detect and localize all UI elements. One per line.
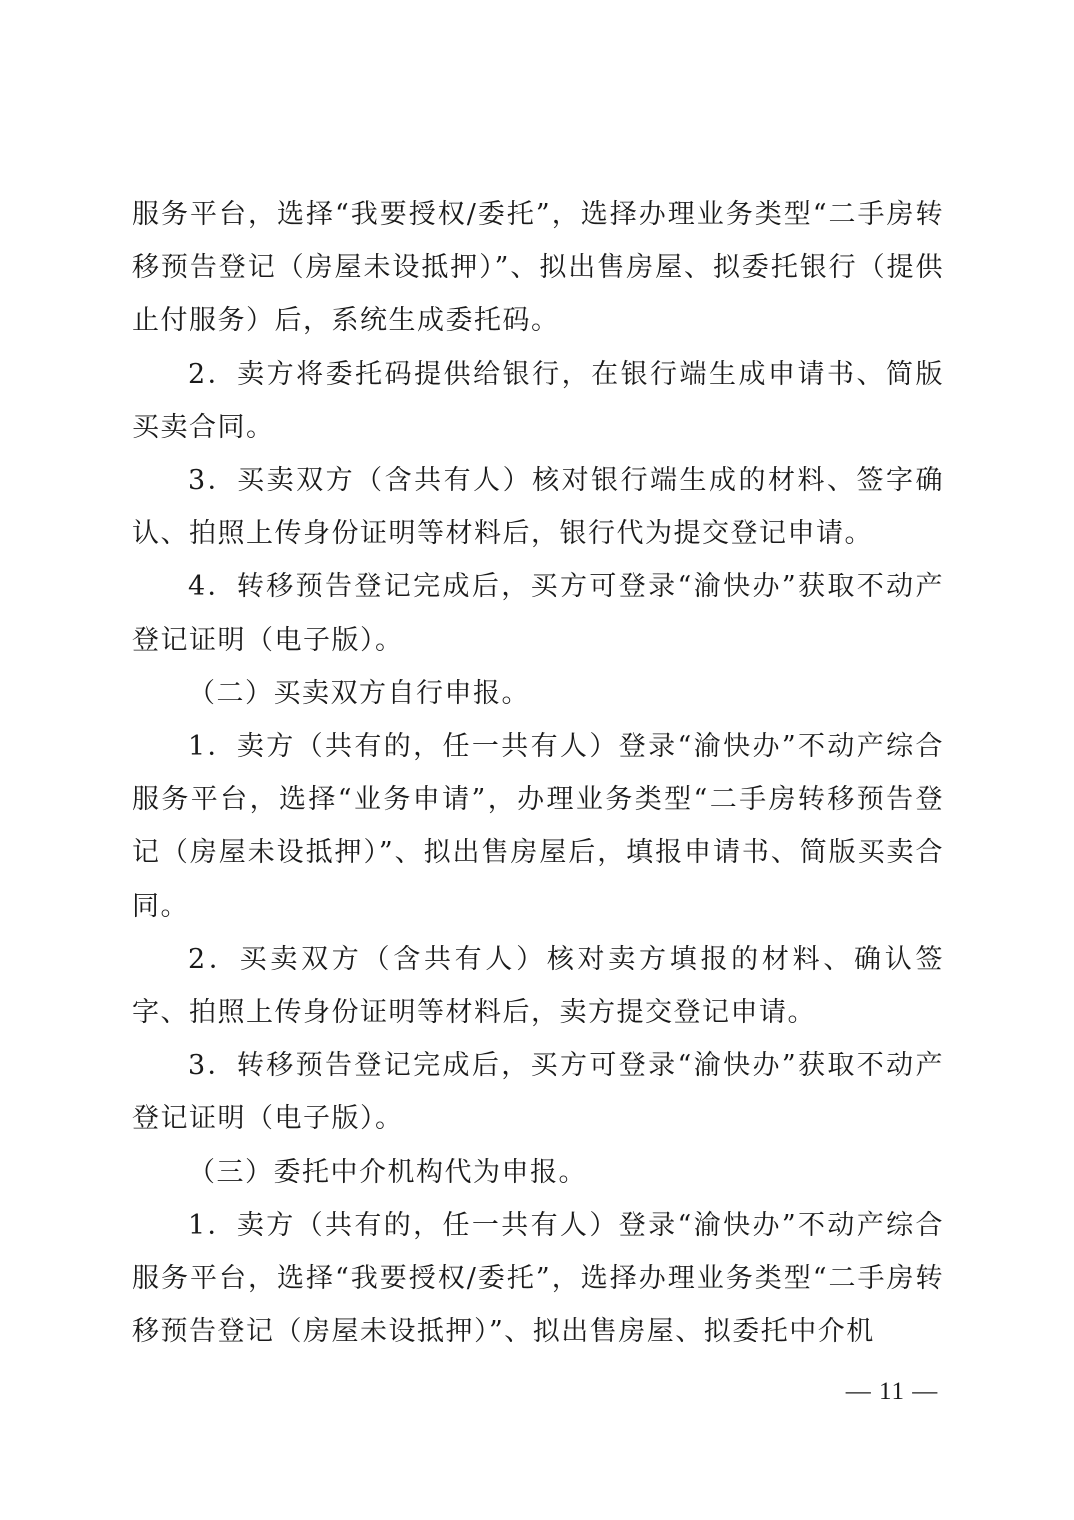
section-heading: （三）委托中介机构代为申报。 — [188, 1156, 587, 1188]
document-body — [132, 188, 944, 1358]
section-heading: （二）买卖双方自行申报。 — [188, 677, 530, 709]
list-item: 3．转移预告登记完成后，买方可登录“渝快办”获取不动产登记证明（电子版）。 — [132, 1050, 944, 1135]
paragraph-continuation: 服务平台，选择“我要授权/委托”，选择办理业务类型“二手房转移预告登记（房屋未设抵押）”、拟出售房屋、拟委托银行（提供止付服务）后，系统生成委托码。 — [132, 199, 944, 337]
list-item: 2．卖方将委托码提供给银行，在银行端生成申请书、简版买卖合同。 — [132, 358, 944, 443]
list-item: 2．买卖双方（含共有人）核对卖方填报的材料、确认签字、拍照上传身份证明等材料后，卖方提交登记申请。 — [132, 943, 944, 1029]
list-item: 1．卖方（共有的，任一共有人）登录“渝快办”不动产综合服务平台，选择“我要授权/委托”，选择办理业务类型“二手房转移预告登记（房屋未设抵押）”、拟出售房屋、拟委托中介机 — [132, 1209, 944, 1348]
list-item: 4．转移预告登记完成后，买方可登录“渝快办”获取不动产登记证明（电子版）。 — [132, 571, 944, 656]
list-item: 1．卖方（共有的，任一共有人）登录“渝快办”不动产综合服务平台，选择“业务申请”，办理业务类型“二手房转移预告登记（房屋未设抵押）”、拟出售房屋后，填报申请书、简版买卖合同。 — [132, 731, 944, 922]
list-item: 3．买卖双方（含共有人）核对银行端生成的材料、签字确认、拍照上传身份证明等材料后，银行代为提交登记申请。 — [132, 465, 944, 550]
page-number: — 11 — — [845, 1378, 939, 1405]
